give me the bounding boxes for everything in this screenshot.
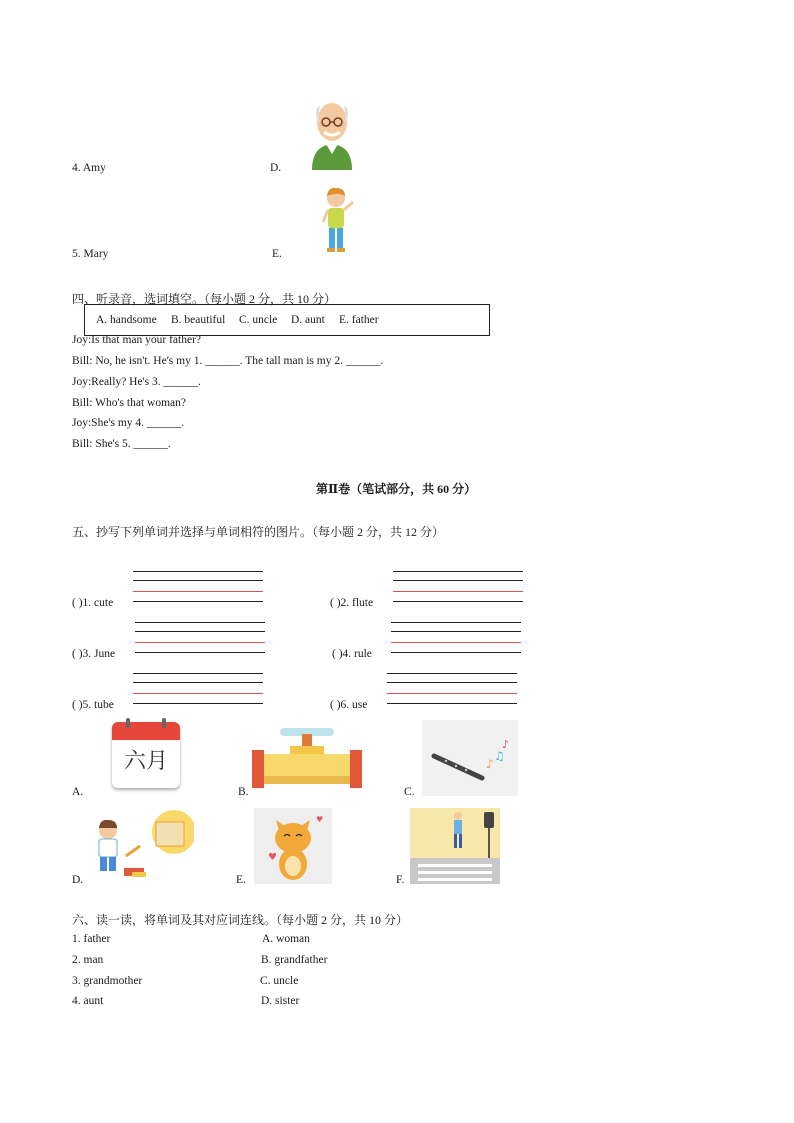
word-item-4: ( )4. rule — [332, 648, 372, 660]
right-word-a: A. woman — [262, 933, 310, 945]
left-word-4: 4. aunt — [72, 995, 104, 1007]
writing-line — [387, 673, 517, 674]
speaker: Bill: — [72, 397, 93, 409]
dialogue-line-2 — [72, 355, 383, 367]
svg-text:♫: ♫ — [494, 749, 505, 763]
writing-line — [133, 571, 263, 572]
option-a: A. handsome — [96, 314, 157, 326]
word-options-box — [84, 304, 490, 336]
svg-text:♪: ♪ — [502, 738, 510, 751]
speaker: Bill: — [72, 355, 93, 367]
svg-text:♥: ♥ — [316, 815, 324, 824]
boy-icon — [318, 186, 358, 256]
section5-title: 五、抄写下列单词并选择与单词相符的图片。（每小题 2 分，共 12 分） — [72, 525, 445, 539]
picture-letter-e: E. — [236, 874, 246, 886]
writing-line — [133, 601, 263, 602]
grandfather-icon — [306, 98, 358, 170]
line-text: No, he isn't. He's my 1. ______. The tall man is my 2. ______. — [95, 355, 384, 367]
writing-line — [391, 652, 521, 653]
line-text: She's 5. ______. — [95, 438, 171, 450]
word-item-3: ( )3. June — [72, 648, 116, 660]
calendar-text: 六月 — [123, 749, 168, 774]
crosswalk-icon — [410, 808, 500, 884]
writing-line — [133, 673, 263, 674]
section4-title: 四、听录音，选词填空。（每小题 2 分，共 10 分） — [72, 292, 337, 306]
word-item-2: ( )2. flute — [330, 597, 374, 609]
writing-line — [387, 703, 517, 704]
flute-icon — [422, 720, 518, 796]
writing-line-red — [135, 642, 265, 643]
speaker: Joy: — [72, 376, 92, 388]
dialogue-line-6 — [72, 438, 171, 450]
right-word-c: C. uncle — [260, 975, 299, 987]
svg-text:♪: ♪ — [486, 757, 494, 771]
svg-text:♥: ♥ — [268, 852, 277, 863]
dialogue-line-1 — [72, 334, 201, 346]
picture-letter-f: F. — [396, 874, 405, 886]
writing-line-red — [133, 693, 263, 694]
match-row-5-label: 5. Mary — [72, 248, 109, 260]
left-word-1: 1. father — [72, 933, 111, 945]
writing-line — [133, 580, 263, 581]
writing-line-red — [133, 591, 263, 592]
cat-icon — [254, 808, 332, 884]
writing-line-red — [391, 642, 521, 643]
speaker: Bill: — [72, 438, 93, 450]
option-b: B. beautiful — [171, 314, 226, 326]
dialogue-line-3 — [72, 376, 201, 388]
speaker: Joy: — [72, 417, 92, 429]
line-text: Who's that woman? — [95, 397, 186, 409]
left-word-2: 2. man — [72, 954, 104, 966]
writing-line — [391, 622, 521, 623]
pipe-icon — [252, 724, 362, 796]
speaker: Joy: — [72, 334, 92, 346]
right-word-b: B. grandfather — [261, 954, 328, 966]
line-text: Is that man your father? — [91, 334, 202, 346]
option-e: E. father — [339, 314, 379, 326]
line-text: She's my 4. ______. — [91, 417, 185, 429]
writing-line — [393, 601, 523, 602]
part2-title: 第Ⅱ卷（笔试部分，共 60 分） — [316, 482, 477, 496]
writing-line — [135, 631, 265, 632]
writing-line — [133, 703, 263, 704]
picture-letter-a: A. — [72, 786, 84, 798]
boy-with-toothpaste-icon — [90, 808, 194, 884]
option-c: C. uncle — [239, 314, 278, 326]
option-d: D. aunt — [291, 314, 325, 326]
writing-line — [135, 652, 265, 653]
calendar-icon — [112, 722, 182, 792]
word-item-5: ( )5. tube — [72, 699, 114, 711]
match-row-4-letter: D. — [270, 162, 282, 174]
writing-line — [393, 580, 523, 581]
left-word-3: 3. grandmother — [72, 975, 143, 987]
writing-line-red — [387, 693, 517, 694]
writing-line — [387, 682, 517, 683]
picture-letter-b: B. — [238, 786, 249, 798]
word-item-1: ( )1. cute — [72, 597, 114, 609]
section6-title: 六、读一读，将单词及其对应词连线。（每小题 2 分，共 10 分） — [72, 913, 409, 927]
match-row-4-label: 4. Amy — [72, 162, 106, 174]
writing-line — [135, 622, 265, 623]
picture-letter-d: D. — [72, 874, 84, 886]
right-word-d: D. sister — [261, 995, 300, 1007]
match-row-5-letter: E. — [272, 248, 282, 260]
writing-line — [133, 682, 263, 683]
picture-letter-c: C. — [404, 786, 415, 798]
word-item-6: ( )6. use — [330, 699, 368, 711]
line-text: Really? He's 3. ______. — [91, 376, 201, 388]
dialogue-line-5 — [72, 417, 184, 429]
writing-line-red — [393, 591, 523, 592]
writing-line — [391, 631, 521, 632]
writing-line — [393, 571, 523, 572]
dialogue-line-4 — [72, 397, 186, 409]
